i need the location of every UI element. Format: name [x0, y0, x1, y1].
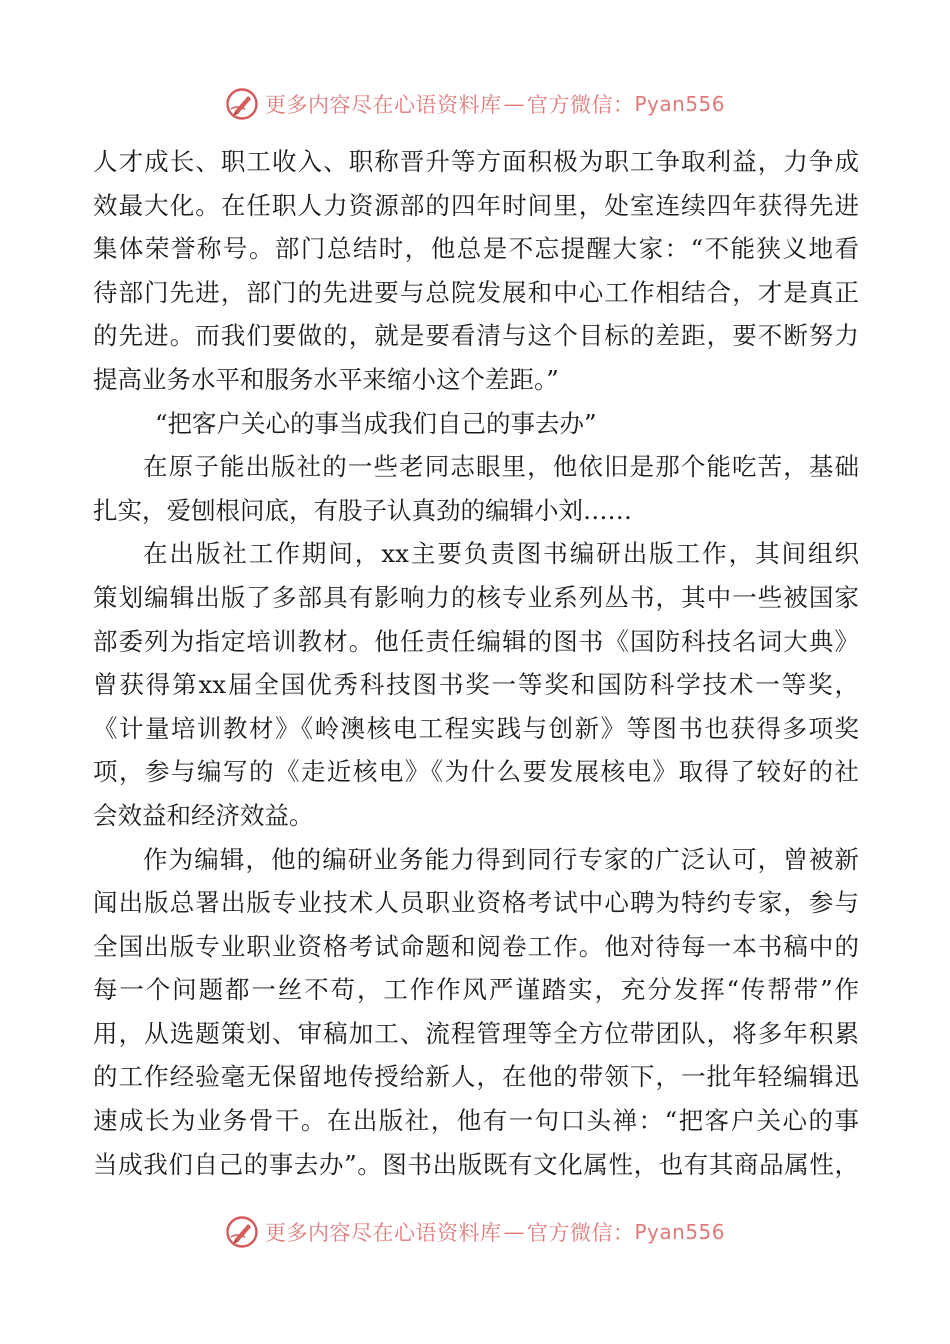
body-line: 项，参与编写的《走近核电》《为什么要发展核电》取得了较好的社 — [93, 757, 859, 787]
body-line: 部委列为指定培训教材。他任责任编辑的图书《国防科技名词大典》 — [93, 626, 859, 656]
watermark-separator: — — [503, 1220, 525, 1244]
watermark-label: 官方微信： — [526, 93, 635, 117]
watermark-separator: — — [503, 92, 525, 116]
body-line: 会效益和经济效益。 — [93, 800, 314, 830]
body-line: 在出版社工作期间，xx主要负责图书编研出版工作，其间组织 — [143, 539, 859, 569]
body-line: 作为编辑，他的编研业务能力得到同行专家的广泛认可，曾被新 — [143, 844, 859, 874]
watermark-text: 更多内容尽在心语资料库 — [264, 1221, 502, 1245]
body-line: 《计量培训教材》《岭澳核电工程实践与创新》等图书也获得多项奖 — [93, 713, 859, 743]
watermark-id: Pyan556 — [634, 92, 725, 116]
body-line: 待部门先进，部门的先进要与总院发展和中心工作相结合，才是真正 — [93, 277, 859, 307]
watermark-label: 官方微信： — [526, 1221, 635, 1245]
body-line: 用，从选题策划、审稿加工、流程管理等全方位带团队，将多年积累 — [93, 1018, 859, 1048]
pen-circle-logo-icon — [225, 1215, 259, 1249]
watermark-id: Pyan556 — [634, 1220, 725, 1244]
body-line: 全国出版专业职业资格考试命题和阅卷工作。他对待每一本书稿中的 — [93, 931, 859, 961]
body-line: 效最大化。在任职人力资源部的四年时间里，处室连续四年获得先进 — [93, 190, 859, 220]
document-body — [93, 140, 859, 1186]
body-line: 人才成长、职工收入、职称晋升等方面积极为职工争取利益，力争成 — [93, 147, 859, 176]
body-line: 提高业务水平和服务水平来缩小这个差距。” — [93, 364, 559, 394]
body-line: 每一个问题都一丝不苟，工作作风严谨踏实，充分发挥“传帮带”作 — [93, 975, 859, 1005]
footer-watermark — [0, 1212, 950, 1252]
body-line: 的先进。而我们要做的，就是要看清与这个目标的差距，要不断努力 — [93, 321, 859, 351]
body-line: 策划编辑出版了多部具有影响力的核专业系列丛书，其中一些被国家 — [93, 582, 859, 612]
header-watermark — [0, 84, 950, 124]
pen-circle-logo-icon — [225, 87, 259, 121]
body-line: 扎实，爱刨根问底，有股子认真劲的编辑小刘…… — [93, 495, 632, 525]
body-line: 集体荣誉称号。部门总结时，他总是不忘提醒大家：“不能狭义地看 — [93, 234, 859, 264]
watermark-text: 更多内容尽在心语资料库 — [264, 93, 502, 117]
body-line: 当成我们自己的事去办”。图书出版既有文化属性，也有其商品属性， — [93, 1149, 859, 1179]
body-line: 曾获得第xx届全国优秀科技图书奖一等奖和国防科学技术一等奖， — [93, 670, 859, 700]
body-line: 在原子能出版社的一些老同志眼里，他依旧是那个能吃苦，基础 — [143, 452, 859, 482]
body-line: 速成长为业务骨干。在出版社，他有一句口头禅：“把客户关心的事 — [93, 1106, 859, 1136]
section-subheading: “把客户关心的事当成我们自己的事去办” — [155, 408, 597, 438]
body-line: 的工作经验毫无保留地传授给新人，在他的带领下，一批年轻编辑迅 — [93, 1062, 859, 1092]
body-line: 闻出版总署出版专业技术人员职业资格考试中心聘为特约专家，参与 — [93, 888, 859, 918]
